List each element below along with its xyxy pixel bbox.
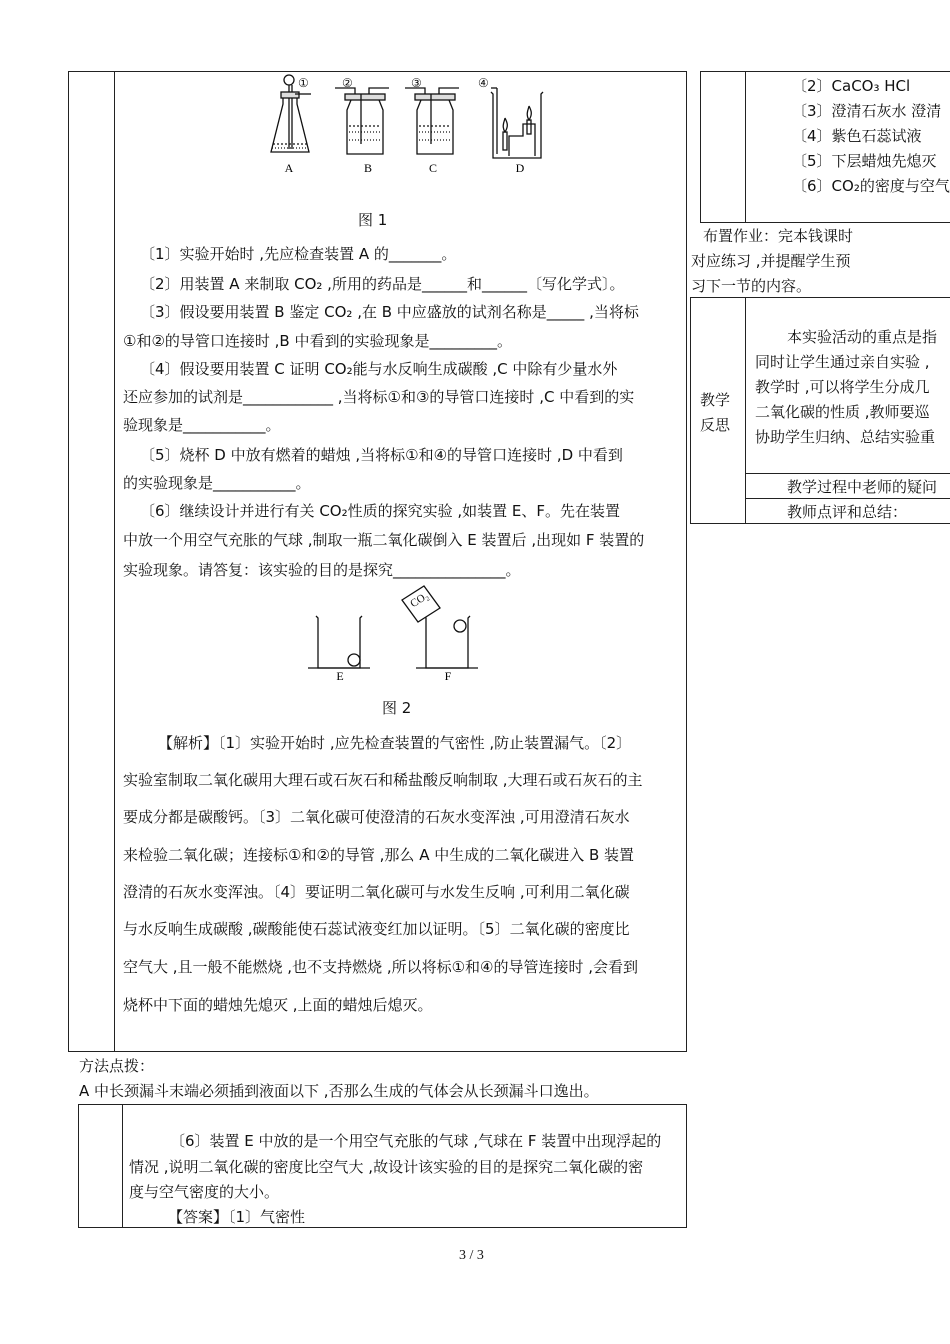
analysis-line-5: 澄清的石灰水变浑浊。〔4〕要证明二氧化碳可与水发生反响 ,可利用二氧化碳 [123,883,630,901]
fig1-num-1: ① [298,76,309,90]
question-2: 〔2〕用装置 A 来制取 CO₂ ,所用的药品是______和______〔写化学式〕。 [140,275,625,293]
fig1-label-c: C [428,161,438,175]
analysis-line-7: 空气大 ,且一般不能燃烧 ,也不支持燃烧 ,所以将标①和④的导管连接时 ,会看到 [123,958,639,976]
reflection-text-4: 二氧化碳的性质 ,教师要巡 [755,403,930,421]
apparatus-b [335,88,389,154]
right-answer-6: 〔6〕CO₂的密度与空气 [792,177,950,195]
question-6-line-2: 中放一个用空气充胀的气球 ,制取一瓶二氧化碳倒入 E 装置后 ,出现如 F 装置的 [123,531,645,549]
figure-1-caption: 图 1 [358,211,388,229]
right-answer-5: 〔5〕下层蜡烛先熄灭 [792,152,937,170]
fig2-label-f: F [444,669,452,683]
question-3-line-1: 〔3〕假设要用装置 B 鉴定 CO₂ ,在 B 中应盛放的试剂名称是_____ ,当将标 [140,303,639,321]
right-answer-3: 〔3〕澄清石灰水 澄清 [792,102,942,120]
fig2-label-e: E [336,669,344,683]
figure-2-apparatus [300,584,480,684]
question-5-line-1: 〔5〕烧杯 D 中放有燃着的蜡烛 ,当将标①和④的导管口连接时 ,D 中看到 [140,446,623,464]
question-1: 〔1〕实验开始时 ,先应检查装置 A 的_______。 [140,245,457,263]
question-6-line-3: 实验现象。请答复：该实验的目的是探究_______________。 [123,561,521,579]
question-3-line-2: ①和②的导管口连接时 ,B 中看到的实验现象是_________。 [123,332,512,350]
fig1-label-b: B [363,161,373,175]
method-text: A 中长颈漏斗末端必须插到液面以下 ,否那么生成的气体会从长颈漏斗口逸出。 [79,1082,599,1100]
analysis-line-8: 烧杯中下面的蜡烛先熄灭 ,上面的蜡烛后熄灭。 [123,996,433,1014]
answer-line: 【答案】〔1〕气密性 [168,1208,306,1226]
figure-2-caption: 图 2 [382,699,412,717]
analysis-line-2: 实验室制取二氧化碳用大理石或石灰石和稀盐酸反响制取 ,大理石或石灰石的主 [123,771,643,789]
question-4-line-3: 验现象是___________。 [123,416,281,434]
analysis-line-3: 要成分都是碳酸钙。〔3〕二氧化碳可使澄清的石灰水变浑浊 ,可用澄清石灰水 [123,808,630,826]
question-4-line-1: 〔4〕假设要用装置 C 证明 CO₂能与水反响生成碳酸 ,C 中除有少量水外 [140,360,618,378]
page-number: 3 / 3 [459,1248,484,1263]
bottom-table-divider [122,1104,123,1228]
fig1-label-d: D [515,161,525,175]
reflection-label-2: 反思 [700,416,731,434]
right-answer-divider [745,71,746,223]
fig1-num-2: ② [342,76,353,90]
fig1-num-4: ④ [478,76,489,90]
apparatus-c [405,88,459,154]
analysis-line-4: 来检验二氧化碳；连接标①和②的导管 ,那么 A 中生成的二氧化碳进入 B 装置 [123,846,635,864]
reflection-label-1: 教学 [700,391,731,409]
reflection-row-line-2 [745,498,950,499]
right-answer-4: 〔4〕紫色石蕊试液 [792,127,922,145]
reflection-row-line-1 [745,473,950,474]
reflection-text-5: 协助学生归纳、总结实验重 [755,428,936,446]
reflection-divider [745,297,746,524]
question-6-line-1: 〔6〕继续设计并进行有关 CO₂性质的探究实验 ,如装置 E、F。先在装置 [140,502,621,520]
method-title: 方法点拨： [79,1057,155,1075]
bottom-line-2: 情况 ,说明二氧化碳的密度比空气大 ,故设计该实验的目的是探究二氧化碳的密 [129,1158,644,1176]
main-table-divider [114,71,115,1052]
fig1-label-a: A [284,161,294,175]
teacher-comment-row: 教师点评和总结： [787,503,908,521]
question-5-line-2: 的实验现象是___________。 [123,474,311,492]
bottom-line-1: 〔6〕装置 E 中放的是一个用空气充胀的气球 ,气球在 F 装置中出现浮起的 [170,1132,662,1150]
co2-bottle-label: CO₂ [408,589,431,611]
homework-line-1: 布置作业：完本钱课时 [703,227,854,245]
homework-line-2: 对应练习 ,并提醒学生预 [691,252,851,270]
bottom-line-3: 度与空气密度的大小。 [129,1183,280,1201]
homework-line-3: 习下一节的内容。 [691,277,812,295]
analysis-line-6: 与水反响生成碳酸 ,碳酸能使石蕊试液变红加以证明。〔5〕二氧化碳的密度比 [123,920,630,938]
analysis-line-1: 【解析】〔1〕实验开始时 ,应先检查装置的气密性 ,防止装置漏气。〔2〕 [158,734,632,752]
fig1-num-3: ③ [411,76,422,90]
reflection-text-3: 教学时 ,可以将学生分成几 [755,378,930,396]
reflection-text-1: 本实验活动的重点是指 [787,328,938,346]
reflection-text-2: 同时让学生通过亲自实验 , [755,353,930,371]
beaker-e [308,616,370,668]
apparatus-d [491,88,543,158]
question-4-line-2: 还应参加的试剂是____________ ,当将标①和③的导管口连接时 ,C 中看到的实 [123,388,635,406]
right-answer-2: 〔2〕CaCO₃ HCl [792,77,911,95]
teacher-question-row: 教学过程中老师的疑问 [787,478,938,496]
